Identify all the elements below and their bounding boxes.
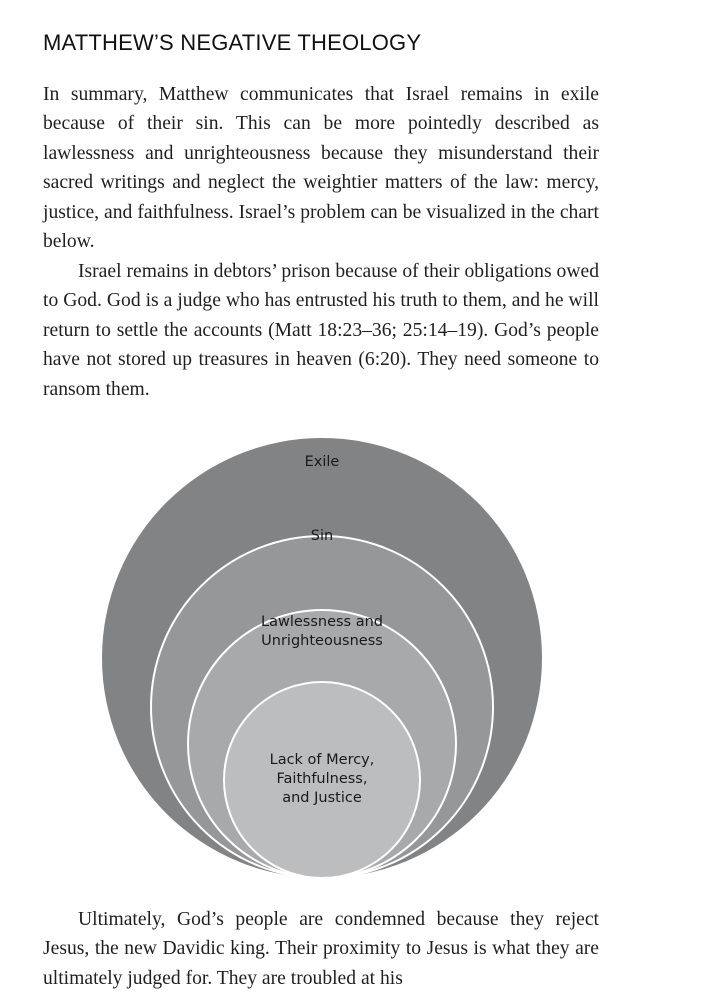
- label-sin-line-1: Sin: [310, 528, 334, 544]
- nested-circles-diagram: [98, 426, 546, 882]
- section-heading: MATTHEW’S NEGATIVE THEOLOGY: [43, 30, 422, 55]
- paragraph-debtors-prison: Israel remains in debtors’ prison because of their obligations owed to God. God is a judge who has entrusted his truth to them, and he will return to settle the accounts (Matt 18:23–36; 25:14–19). God’s people have not stored up treasures in heaven (6:20). They need someone to ransom them.: [43, 261, 599, 400]
- circles-layer: [102, 438, 542, 878]
- label-lawlessness-line-2: Unrighteousness: [261, 633, 383, 649]
- label-lack-of-mercy-line-3: and Justice: [282, 790, 362, 806]
- label-lack-of-mercy-line-2: Faithfulness,: [276, 771, 368, 787]
- label-lawlessness-line-1: Lawlessness and: [261, 614, 383, 630]
- label-exile-line-1: Exile: [304, 454, 340, 470]
- paragraph-summary: In summary, Matthew communicates that Israel remains in exile because of their sin. This can be more pointedly described as lawlessness and unrighteousness because they misunderstand their sacred writings and neglect the weightier matters of the law: mercy, justice, and faithfulness. Israel’s problem can be visualized in the chart below.: [43, 84, 599, 253]
- label-lack-of-mercy-line-1: Lack of Mercy,: [269, 752, 375, 768]
- diagram-canvas: [98, 426, 546, 882]
- paragraph-ultimately: Ultimately, God’s people are condemned because they reject Jesus, the new Davidic king. Their proximity to Jesus is what they are ultimately judged for. They are troubled at his: [43, 909, 599, 989]
